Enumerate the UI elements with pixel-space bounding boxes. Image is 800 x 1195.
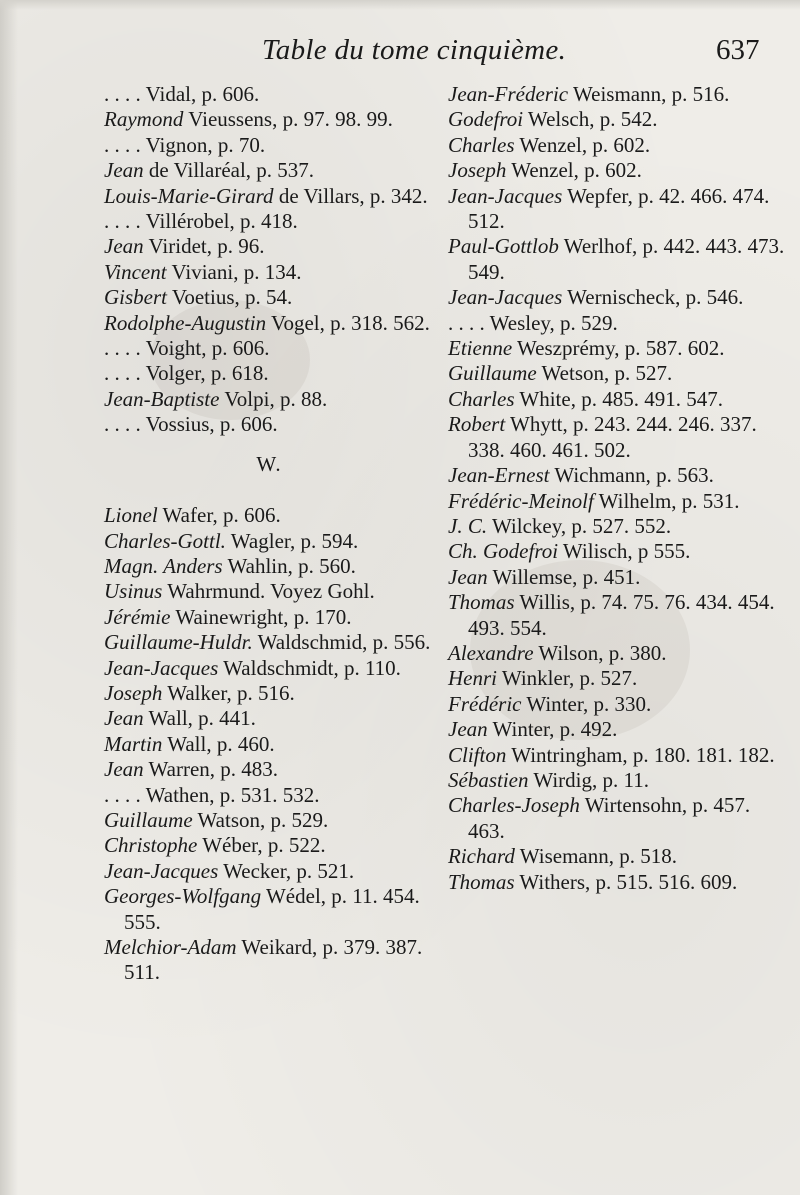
index-entry xyxy=(448,82,788,107)
entry-given-name: Henri xyxy=(448,666,497,691)
index-entry xyxy=(104,311,434,336)
entry-surname-and-pages: Weszprémy, p. 587. 602. xyxy=(512,336,725,361)
index-entry xyxy=(448,870,788,895)
index-entry xyxy=(104,935,434,986)
entry-surname-and-pages: . . . . Vossius, p. 606. xyxy=(104,412,278,437)
index-entry xyxy=(104,184,434,209)
entry-surname-and-pages: . . . . Wathen, p. 531. 532. xyxy=(104,782,320,807)
index-entry xyxy=(448,107,788,132)
index-entry xyxy=(104,859,434,884)
entry-surname-and-pages: Wilhelm, p. 531. xyxy=(593,488,740,513)
entry-given-name: Frédéric xyxy=(448,691,522,716)
entry-surname-and-pages: Volpi, p. 88. xyxy=(219,386,328,411)
index-entry xyxy=(104,706,434,731)
entry-surname-and-pages: Wilisch, p 555. xyxy=(558,539,691,564)
entry-surname-and-pages: . . . . Volger, p. 618. xyxy=(104,361,269,386)
entry-given-name: Richard xyxy=(448,844,515,869)
index-entry xyxy=(448,539,788,564)
entry-given-name: Charles xyxy=(448,386,515,411)
index-entry xyxy=(104,133,434,158)
entry-given-name: Alexandre xyxy=(448,640,534,665)
index-entry xyxy=(104,209,434,234)
entry-surname-and-pages: Wenzel, p. 602. xyxy=(514,132,651,157)
entry-surname-and-pages: Wisemann, p. 518. xyxy=(514,844,677,869)
index-entry xyxy=(448,412,788,463)
entry-surname-and-pages: Watson, p. 529. xyxy=(192,807,329,832)
entry-given-name: Jean xyxy=(448,717,488,742)
index-entry xyxy=(448,743,788,768)
entry-surname-and-pages: . . . . Vignon, p. 70. xyxy=(104,132,266,157)
entry-surname-and-pages: Wafer, p. 606. xyxy=(157,503,281,528)
entry-given-name: Joseph xyxy=(448,158,507,183)
page-edge-shadow-left xyxy=(0,0,18,1195)
entry-given-name: Charles xyxy=(448,132,515,157)
index-entry xyxy=(448,311,788,336)
index-entry xyxy=(104,387,434,412)
index-entry xyxy=(448,234,788,285)
index-entry xyxy=(104,361,434,386)
page-edge-shadow-top xyxy=(0,0,800,10)
entry-surname-and-pages: Wahlin, p. 560. xyxy=(222,553,356,578)
entry-given-name: Charles-Joseph xyxy=(448,793,580,818)
entry-given-name: Guillaume-Huldr. xyxy=(104,630,253,655)
index-entry xyxy=(448,768,788,793)
index-entry xyxy=(104,529,434,554)
entry-surname-and-pages: Wirdig, p. 11. xyxy=(528,767,649,792)
entry-given-name: Christophe xyxy=(104,833,198,858)
entry-given-name: Jean-Jacques xyxy=(104,858,219,883)
entry-surname-and-pages: Wenzel, p. 602. xyxy=(506,158,642,183)
running-title: Table du tome cinquième. xyxy=(262,34,567,66)
index-entry xyxy=(104,630,434,655)
entry-given-name: Martin xyxy=(104,731,163,756)
index-entry xyxy=(448,666,788,691)
entry-surname-and-pages: Waldschmid, p. 556. xyxy=(252,630,431,655)
entry-surname-and-pages: Withers, p. 515. 516. 609. xyxy=(514,869,738,894)
index-entry xyxy=(448,133,788,158)
entry-surname-and-pages: Weismann, p. 516. xyxy=(568,82,730,106)
index-column-right xyxy=(448,82,788,895)
index-entry xyxy=(104,757,434,782)
index-entry xyxy=(448,565,788,590)
entry-surname-and-pages: Winter, p. 330. xyxy=(521,691,652,716)
index-entry xyxy=(104,234,434,259)
entry-surname-and-pages: Wirtensohn, p. 457. 463. xyxy=(468,793,751,843)
entry-given-name: Jean-Jacques xyxy=(448,285,563,310)
index-entry xyxy=(448,158,788,183)
index-entry xyxy=(448,387,788,412)
index-entry xyxy=(104,579,434,604)
index-entry xyxy=(448,285,788,310)
entry-surname-and-pages: Voetius, p. 54. xyxy=(167,285,293,310)
index-entry xyxy=(104,783,434,808)
index-entry xyxy=(104,336,434,361)
index-list-w-continued xyxy=(448,82,788,895)
entry-surname-and-pages: de Villars, p. 342. xyxy=(273,183,428,208)
entry-given-name: Frédéric-Meinolf xyxy=(448,488,594,513)
entry-given-name: Georges-Wolfgang xyxy=(104,884,262,909)
entry-surname-and-pages: Wernischeck, p. 546. xyxy=(562,285,744,310)
index-entry xyxy=(104,82,434,107)
page-number: 637 xyxy=(716,34,760,66)
entry-surname-and-pages: Wall, p. 441. xyxy=(143,706,256,731)
entry-surname-and-pages: de Villaréal, p. 537. xyxy=(143,158,315,183)
index-list-v xyxy=(104,82,434,438)
entry-given-name: Jérémie xyxy=(104,604,171,629)
entry-given-name: Louis-Marie-Girard xyxy=(104,183,274,208)
entry-given-name: Raymond xyxy=(104,107,184,132)
entry-given-name: Godefroi xyxy=(448,107,524,132)
page-header xyxy=(0,30,800,70)
index-column-left xyxy=(104,82,434,986)
entry-given-name: Clifton xyxy=(448,742,507,767)
entry-given-name: Lionel xyxy=(104,503,158,528)
entry-surname-and-pages: Wintringham, p. 180. 181. 182. xyxy=(506,742,775,767)
entry-surname-and-pages: Vogel, p. 318. 562. xyxy=(266,310,430,335)
index-entry xyxy=(448,844,788,869)
entry-surname-and-pages: Warren, p. 483. xyxy=(143,757,279,782)
entry-surname-and-pages: White, p. 485. 491. 547. xyxy=(514,386,723,411)
entry-given-name: Jean xyxy=(448,564,488,589)
index-entry xyxy=(448,336,788,361)
entry-given-name: Rodolphe-Augustin xyxy=(104,310,267,335)
entry-surname-and-pages: Werlhof, p. 442. 443. 473. 549. xyxy=(468,234,785,284)
index-entry xyxy=(104,158,434,183)
entry-given-name: Magn. Anders xyxy=(104,553,223,578)
entry-given-name: Paul-Gottlob xyxy=(448,234,559,259)
index-entry xyxy=(104,107,434,132)
entry-surname-and-pages: Waldschmidt, p. 110. xyxy=(218,655,401,680)
index-entry xyxy=(448,514,788,539)
entry-given-name: Etienne xyxy=(448,336,513,361)
entry-surname-and-pages: Welsch, p. 542. xyxy=(523,107,658,132)
index-entry xyxy=(104,260,434,285)
index-entry xyxy=(104,681,434,706)
entry-surname-and-pages: Willemse, p. 451. xyxy=(487,564,641,589)
entry-surname-and-pages: Willis, p. 74. 75. 76. 434. 454. 493. 554. xyxy=(468,590,775,640)
index-entry xyxy=(448,361,788,386)
entry-given-name: Jean xyxy=(104,757,144,782)
entry-surname-and-pages: Wichmann, p. 563. xyxy=(549,463,714,488)
entry-given-name: Jean-Ernest xyxy=(448,463,550,488)
entry-surname-and-pages: Wainewright, p. 170. xyxy=(170,604,352,629)
index-entry xyxy=(104,285,434,310)
index-entry xyxy=(448,692,788,717)
entry-given-name: Guillaume xyxy=(104,807,193,832)
entry-given-name: Jean-Fréderic xyxy=(448,82,569,106)
index-entry xyxy=(448,184,788,235)
entry-surname-and-pages: . . . . Vidal, p. 606. xyxy=(104,82,260,106)
entry-surname-and-pages: Walker, p. 516. xyxy=(162,680,295,705)
index-entry xyxy=(448,489,788,514)
entry-surname-and-pages: . . . . Villérobel, p. 418. xyxy=(104,209,298,234)
entry-given-name: Jean-Baptiste xyxy=(104,386,220,411)
entry-surname-and-pages: Wilckey, p. 527. 552. xyxy=(487,513,672,538)
index-list-w xyxy=(104,503,434,986)
index-entry xyxy=(104,605,434,630)
entry-surname-and-pages: . . . . Voight, p. 606. xyxy=(104,336,270,361)
index-entry xyxy=(104,503,434,528)
index-entry xyxy=(104,808,434,833)
entry-surname-and-pages: Wéber, p. 522. xyxy=(197,833,326,858)
entry-given-name: Thomas xyxy=(448,590,515,615)
entry-surname-and-pages: Whytt, p. 243. 244. 246. 337. 338. 460. 461. 502. xyxy=(468,412,757,462)
entry-surname-and-pages: Wahrmund. Voyez Gohl. xyxy=(162,579,375,604)
entry-given-name: J. C. xyxy=(448,513,488,538)
entry-given-name: Ch. Godefroi xyxy=(448,539,559,564)
entry-given-name: Robert xyxy=(448,412,506,437)
entry-surname-and-pages: Winter, p. 492. xyxy=(487,717,618,742)
entry-surname-and-pages: Weikard, p. 379. 387. 511. xyxy=(124,935,423,985)
index-entry xyxy=(104,554,434,579)
entry-surname-and-pages: Wetson, p. 527. xyxy=(536,361,673,386)
entry-given-name: Jean xyxy=(104,158,144,183)
index-entry xyxy=(104,833,434,858)
entry-given-name: Joseph xyxy=(104,680,163,705)
index-entry xyxy=(104,412,434,437)
index-entry xyxy=(104,884,434,935)
entry-surname-and-pages: Wilson, p. 380. xyxy=(533,640,667,665)
index-entry xyxy=(448,463,788,488)
index-entry xyxy=(104,656,434,681)
entry-given-name: Vincent xyxy=(104,259,167,284)
entry-surname-and-pages: Viridet, p. 96. xyxy=(143,234,265,259)
entry-given-name: Jean-Jacques xyxy=(104,655,219,680)
entry-surname-and-pages: Winkler, p. 527. xyxy=(497,666,638,691)
entry-surname-and-pages: . . . . Wesley, p. 529. xyxy=(448,310,618,335)
letter-heading: W. xyxy=(256,451,282,476)
entry-given-name: Gisbert xyxy=(104,285,167,310)
entry-given-name: Jean xyxy=(104,234,144,259)
entry-given-name: Sébastien xyxy=(448,767,529,792)
entry-surname-and-pages: Wepfer, p. 42. 466. 474. 512. xyxy=(468,183,770,234)
entry-given-name: Jean-Jacques xyxy=(448,183,563,208)
entry-given-name: Guillaume xyxy=(448,361,537,386)
index-entry xyxy=(448,793,788,844)
index-entry xyxy=(448,641,788,666)
entry-surname-and-pages: Wédel, p. 11. 454. 555. xyxy=(124,884,420,934)
entry-surname-and-pages: Wall, p. 460. xyxy=(162,731,275,756)
entry-given-name: Thomas xyxy=(448,869,515,894)
entry-surname-and-pages: Wagler, p. 594. xyxy=(225,528,359,553)
entry-given-name: Jean xyxy=(104,706,144,731)
entry-given-name: Charles-Gottl. xyxy=(104,528,226,553)
entry-surname-and-pages: Wecker, p. 521. xyxy=(218,858,355,883)
entry-surname-and-pages: Vieussens, p. 97. 98. 99. xyxy=(183,107,393,132)
entry-surname-and-pages: Viviani, p. 134. xyxy=(166,259,302,284)
index-entry xyxy=(448,590,788,641)
index-entry xyxy=(448,717,788,742)
index-entry xyxy=(104,732,434,757)
entry-given-name: Usinus xyxy=(104,579,163,604)
entry-given-name: Melchior-Adam xyxy=(104,935,237,959)
